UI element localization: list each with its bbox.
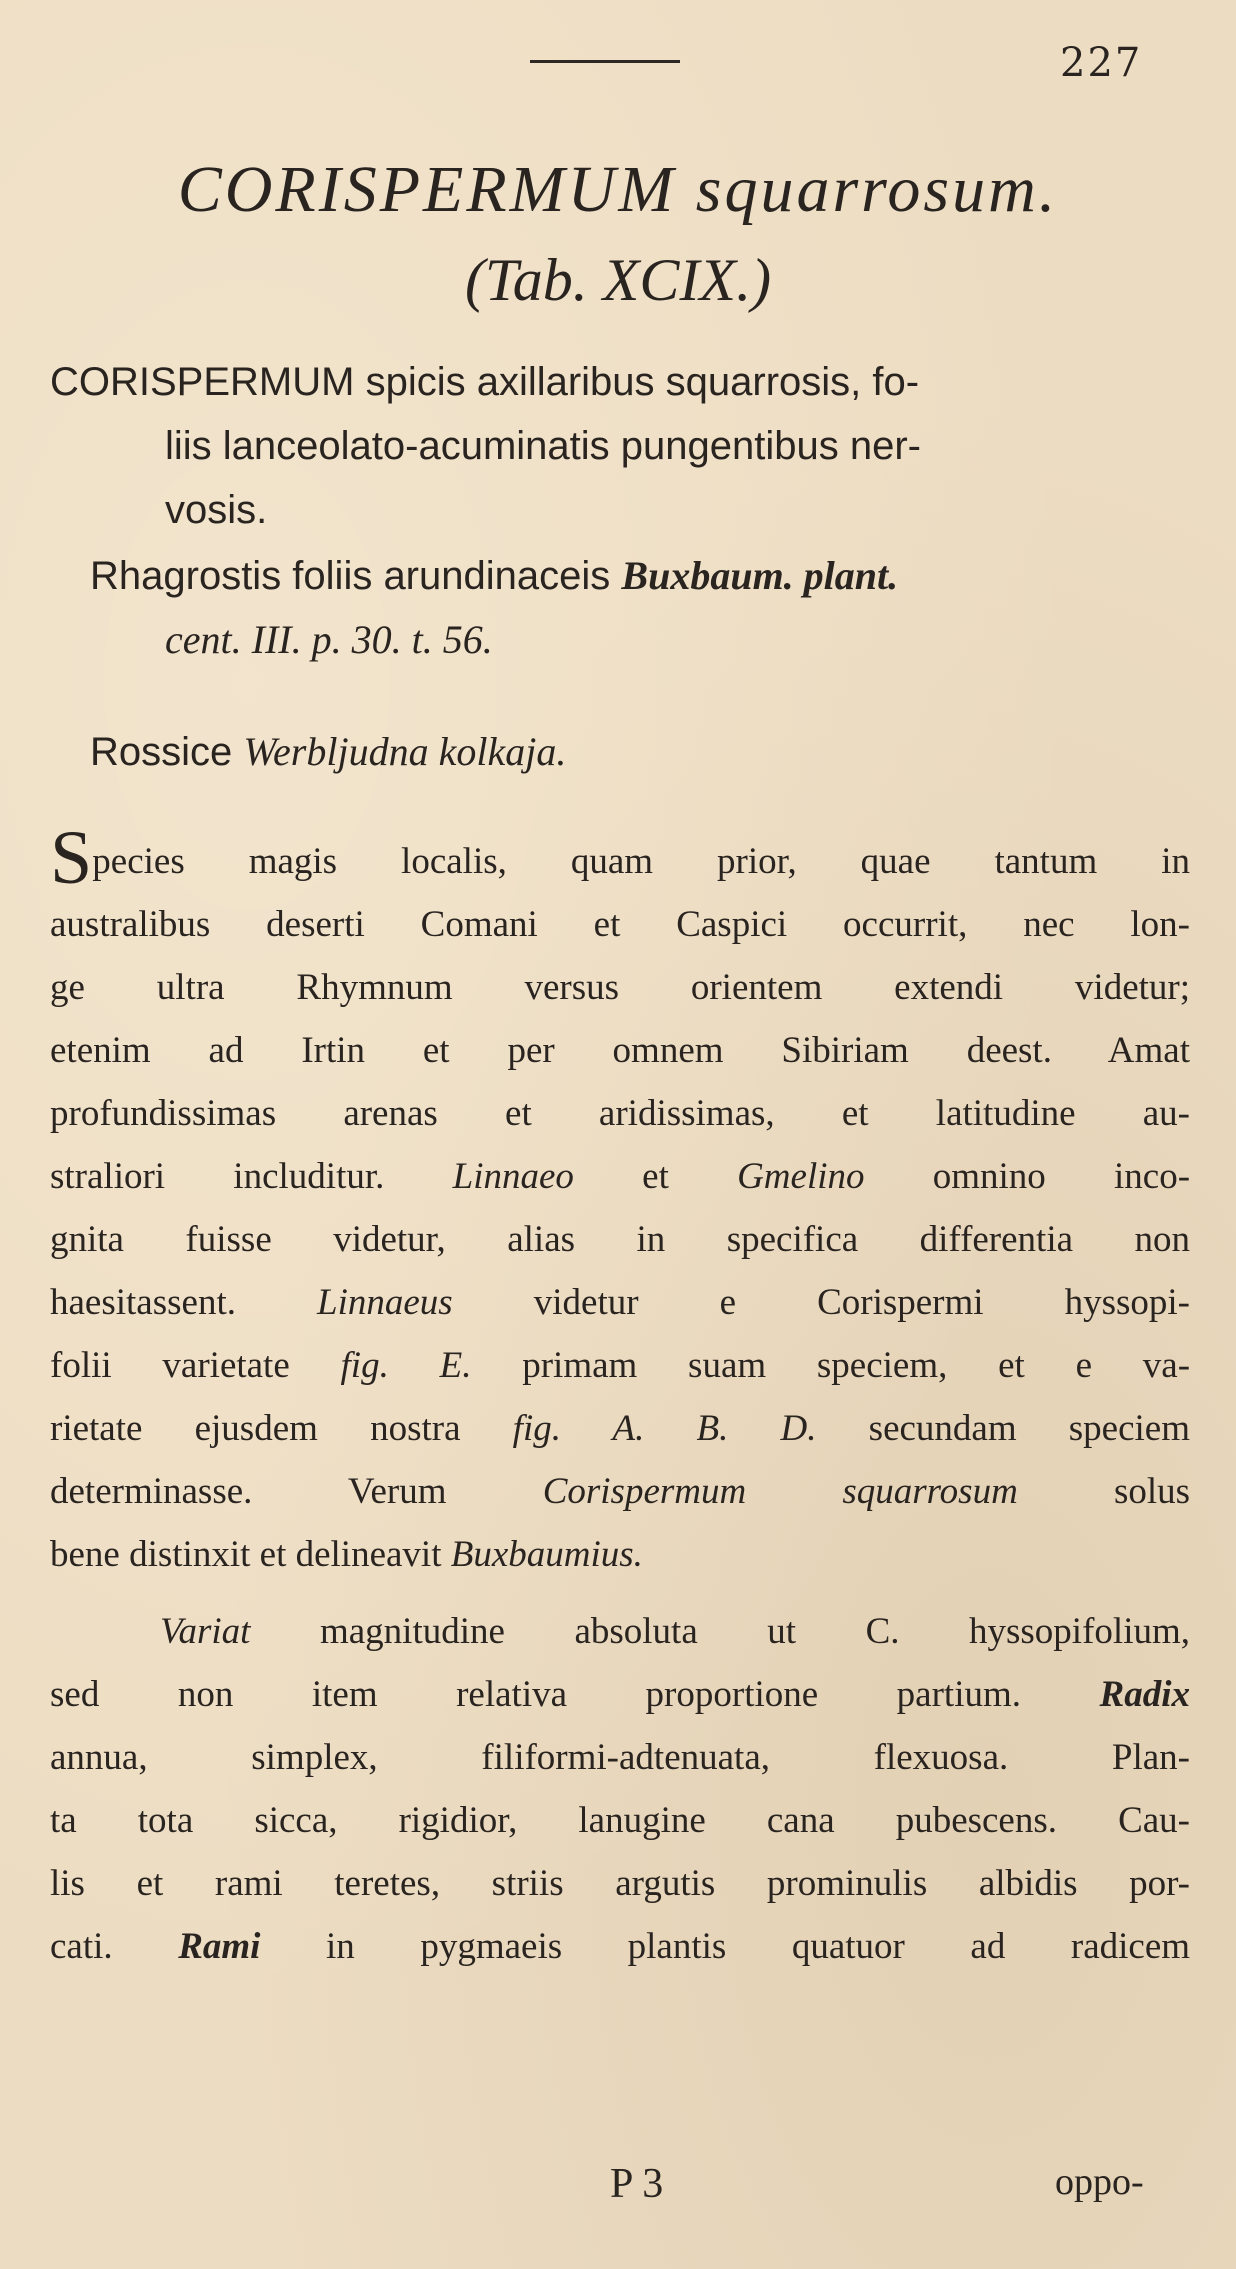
body-line: bene distinxit et delineavit Buxbaumius.: [50, 1534, 643, 1575]
body-line: ta tota sicca, rigidior, lanugine cana pubescens. Cau-: [50, 1800, 1190, 1841]
synonym-rhagrostis-line-1: [90, 544, 1230, 608]
body-line: annua, simplex, filiformi-adtenuata, flexuosa. Plan-: [50, 1737, 1190, 1778]
header-rule: [530, 60, 680, 63]
diagnosis-line-3: vosis.: [165, 488, 268, 532]
species-title: CORISPERMUM squarrosum.: [177, 153, 1059, 226]
body-line: profundissimas arenas et aridissimas, et latitudine au-: [50, 1093, 1190, 1134]
signature-mark: P 3: [610, 2161, 664, 2207]
synonym-rossice-name: Werbljudna kolkaja.: [243, 729, 567, 774]
body-line: Species magis localis, quam prior, quae tantum in: [50, 830, 1190, 893]
author-name: Linnaeus: [317, 1282, 453, 1323]
synonym-rhagrostis: [90, 544, 1230, 672]
body-line: etenim ad Irtin et per omnem Sibiriam deest. Amat: [50, 1030, 1190, 1071]
plate-reference: (Tab. XCIX.): [464, 247, 772, 313]
author-name: Gmelino: [737, 1156, 865, 1197]
synonym-rhagrostis-text: Rhagrostis foliis arundinaceis: [90, 554, 611, 598]
drop-cap: S: [50, 830, 93, 893]
synonym-rossice: [90, 720, 1230, 784]
body-line: gnita fuisse videtur, alias in specifica differentia non: [50, 1219, 1190, 1260]
catchword: oppo-: [1055, 2161, 1144, 2203]
section-word: Rami: [178, 1926, 261, 1967]
page-number: 227: [1060, 40, 1143, 86]
body-line: australibus deserti Comani et Caspici occurrit, nec lon-: [50, 904, 1190, 945]
section-word: Radix: [1099, 1674, 1190, 1715]
diagnosis-line-2: liis lanceolato-acuminatis pungentibus ner-: [165, 424, 921, 468]
body-line: determinasse. Verum Corispermum squarrosum solus: [50, 1471, 1190, 1512]
body-text: [50, 830, 1190, 1978]
author-name: Linnaeo: [452, 1156, 574, 1197]
body-line: sed non item relativa proportione partium. Radix: [50, 1674, 1190, 1715]
synonym-rossice-label: Rossice: [90, 730, 233, 774]
body-line: straliori includitur. Linnaeo et Gmelino omnino inco-: [50, 1156, 1190, 1197]
body-line: rietate ejusdem nostra fig. A. B. D. secundam speciem: [50, 1408, 1190, 1449]
body-line: Variat magnitudine absoluta ut C. hyssopifolium,: [160, 1611, 1190, 1652]
section-word: Variat: [160, 1611, 251, 1652]
diagnosis-line-1: CORISPERMUM spicis axillaribus squarrosis, fo-: [50, 360, 920, 404]
author-name: Buxbaumius.: [450, 1534, 643, 1575]
figure-ref: fig. E.: [340, 1345, 472, 1386]
body-line: folii varietate fig. E. primam suam speciem, et e va-: [50, 1345, 1190, 1386]
body-line: lis et rami teretes, striis argutis prominulis albidis por-: [50, 1863, 1190, 1904]
synonym-rhagrostis-line-2: cent. III. p. 30. t. 56.: [165, 617, 493, 662]
body-line: haesitassent. Linnaeus videtur e Corispermi hyssopi-: [50, 1282, 1190, 1323]
species-ref: Corispermum squarrosum: [542, 1471, 1018, 1512]
body-line: cati. Rami in pygmaeis plantis quatuor ad radicem: [50, 1926, 1190, 1967]
diagnosis: [50, 350, 1190, 542]
body-line: ge ultra Rhymnum versus orientem extendi videtur;: [50, 967, 1190, 1008]
figure-ref: fig. A. B. D.: [512, 1408, 817, 1449]
synonym-rhagrostis-citation: Buxbaum. plant.: [621, 553, 899, 598]
